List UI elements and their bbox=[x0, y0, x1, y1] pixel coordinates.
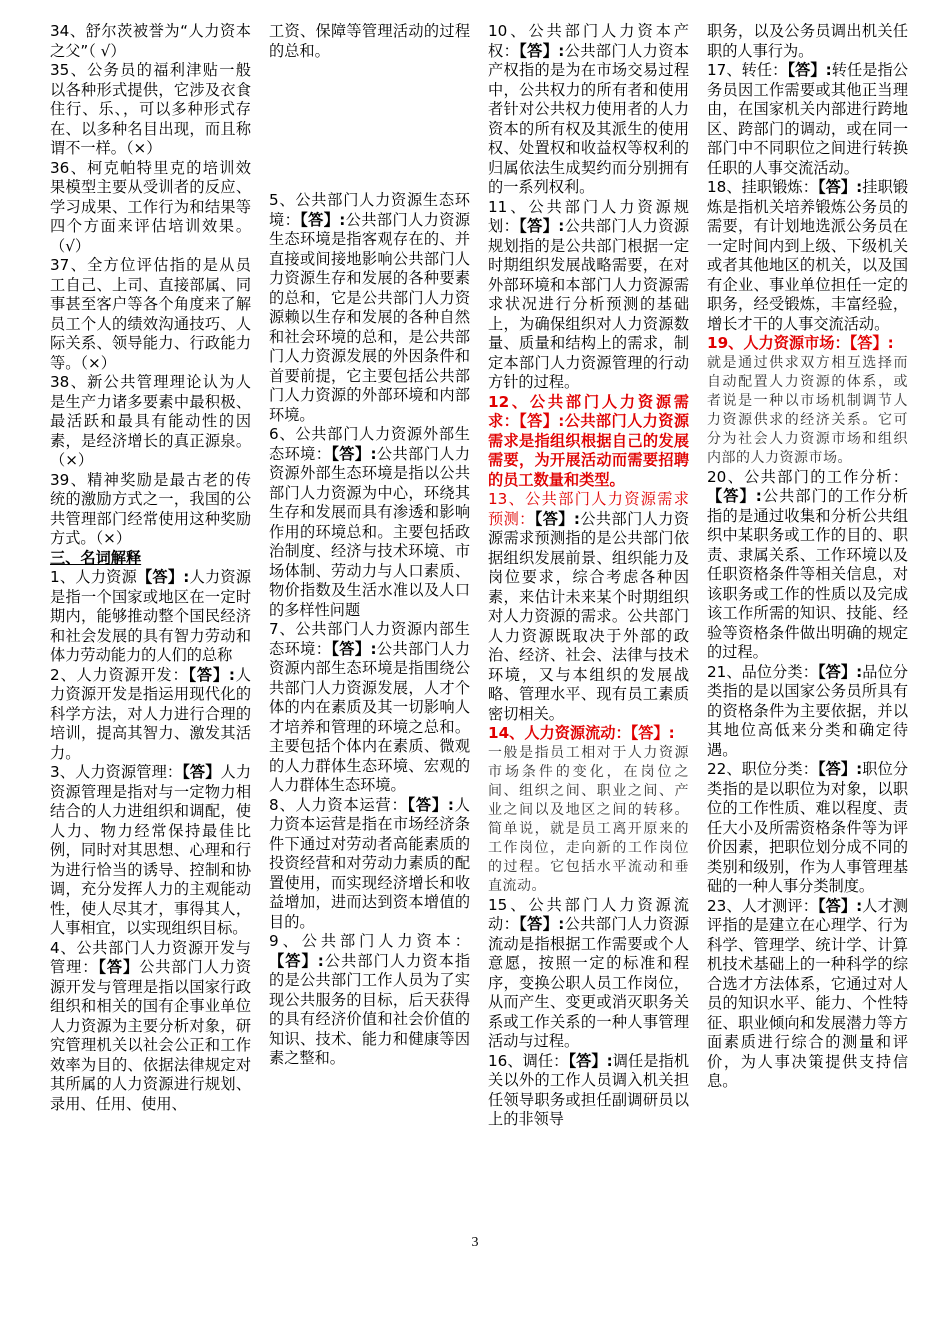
answer-tag: 【答】: bbox=[817, 178, 863, 196]
term-head: 20、公共部门的工作分析： bbox=[707, 467, 908, 486]
term-text: 人力资源是指一个国家或地区在一定时期内，能够推动整个国民经济和社会发展的具有智力劳动和体力劳动能力的人们的总称 bbox=[50, 568, 251, 664]
answer-tag: 【答】: bbox=[331, 444, 377, 463]
answer-tag: 【答】: bbox=[849, 334, 894, 352]
term-head: 2、人力资源开发： bbox=[50, 665, 189, 684]
judgement-item-39: 39、精神奖励是最古老的传统的激励方式之一，我国的公共管理部门经常使用这种奖励方式。（×） bbox=[50, 470, 251, 547]
judgement-item-35: 35、公务员的福利津贴一般以各种形式提供，它涉及衣食住行、乐、，可以多种形式存在、以多种名目出现，而且称谓不一样。（×） bbox=[50, 61, 251, 157]
term-head: 4、公共部门人力资源开发与管理： bbox=[50, 938, 251, 976]
term-text: 公共部门人力资本指的是公共部门工作人员为了实现公共服务的目标，后天获得的具有经济价值和社会价值的知识、技术、能力和健康等因素之整和。 bbox=[269, 951, 470, 1067]
term-text: 品位分类指的是以国家公务员所具有的资格条件为主要依据，并以其地位高低来分类和确定待遇。 bbox=[707, 662, 908, 759]
term-head: 13、公共部门人力资源需求预测： bbox=[488, 490, 689, 528]
continued-text: 工资、保障等管理活动的过程的总和。 bbox=[269, 22, 470, 60]
term-12 bbox=[488, 393, 689, 491]
answer-tag: 【答】 bbox=[98, 958, 140, 976]
term-head: 15、公共部门人力资源流动： bbox=[488, 895, 689, 933]
term-text: 转任是指公务员因工作需要或其他正当理由，在国家机关内部进行跨地区、跨部门的调动，或在同一部门中不同职位之间进行转换任职的人事交流活动。 bbox=[707, 61, 908, 177]
answer-tag: 【答】: bbox=[300, 210, 346, 229]
term-text: 公共部门人力资源开发与管理是指以国家行政组织和相关的国有企事业单位人力资源为主要分析对象，研究管理机关以社会公正和工作效率为目的、依据法律规定对其所属的人力资源进行规划、录用、任用、使用、 bbox=[50, 958, 251, 1113]
answer-tag: 【答】: bbox=[817, 662, 863, 681]
term-head: 3、人力资源管理： bbox=[50, 763, 183, 781]
answer-tag: 【答】: bbox=[817, 896, 863, 915]
answer-tag: 【答】: bbox=[331, 639, 377, 658]
term-head: 19、人力资源市场： bbox=[707, 334, 850, 352]
answer-tag: 【答】: bbox=[568, 1051, 613, 1070]
answer-tag: 【答】: bbox=[519, 915, 565, 933]
answer-tag: 【答】: bbox=[817, 760, 863, 778]
term-head: 5、公共部门人力资源生态环境： bbox=[269, 191, 470, 229]
term-22 bbox=[707, 760, 908, 897]
term-text: 公共部门人力资源流动是指根据工作需要或个人意愿，按照一定的标准和程序，变换公职人员工作岗位，从而产生、变更或消灭职务关系或工作关系的一种人事管理活动与过程。 bbox=[488, 915, 689, 1050]
answer-tag: 【答】: bbox=[188, 665, 235, 684]
term-1 bbox=[50, 568, 251, 666]
term-text: 人力资源开发是指运用现代化的科学方法，对人力进行合理的培训，提高其智力、激发其活力。 bbox=[50, 665, 251, 762]
term-8 bbox=[269, 796, 470, 933]
term-head: 21、品位分类： bbox=[707, 662, 818, 681]
term-head: 1、人力资源 bbox=[50, 568, 137, 586]
term-head: 6、公共部门人力资源外部生态环境： bbox=[269, 425, 470, 463]
term-head: 16、调任： bbox=[488, 1051, 569, 1070]
term-text: 公共部门人力资源生态环境是指客观存在的、并直接或间接地影响公共部门人力资源生存和发展的各种要素的总和，它是公共部门人力资源赖以生存和发展的各种自然和社会环境的总和，是公共部门人力资源发展的外因条件和首要前提，它主要包括公共部门人力资源的外部环境和内部环境。 bbox=[269, 210, 470, 424]
term-head: 7、公共部门人力资源内部生态环境： bbox=[269, 620, 470, 658]
column-3 bbox=[488, 22, 689, 1262]
term-20 bbox=[707, 468, 908, 663]
judgement-item-38: 38、新公共管理理论认为人是生产力诸多要素中最积极、最活跃和最具有能动性的因素，是经济增长的真正源泉。（×） bbox=[50, 373, 251, 469]
judgement-item-37: 37、全方位评估指的是从员工自己、上司、直接部属、同事甚至客户等各个角度来了解员工个人的绩效沟通技巧、人际关系、领导能力、行政能力等。（×） bbox=[50, 256, 251, 372]
column-1 bbox=[50, 22, 251, 1262]
answer-tag: 【答】: bbox=[407, 795, 454, 814]
column-4 bbox=[707, 22, 908, 1262]
term-11 bbox=[488, 198, 689, 393]
judgement-item-36: 36、柯克帕特里克的培训效果模型主要从受训者的反应、学习成果、工作行为和结果等四个方面来评估培训效果。（√） bbox=[50, 158, 251, 255]
term-14-text: 一般是指员工相对于人力资源市场条件的变化，在岗位之间、组织之间、职业之间、产业之间以及地区之间的转移。简单说，就是员工离开原来的工作岗位，走向新的工作岗位的过程。它包括水平流动和垂直流动。 bbox=[488, 744, 689, 894]
term-text: 人力资本运营是指在市场经济条件下通过对劳动者高能素质的投资经营和对劳动力素质的配置使用，而实现经济增长和收益增加，进而达到资本增值的目的。 bbox=[269, 795, 470, 931]
term-13 bbox=[488, 490, 689, 724]
term-text: 人才测评指的是建立在心理学、行为科学、管理学、统计学、计算机技术基础上的一种科学的综合选才方法体系，它通过对人员的知识水平、能力、个性特征、职业倾向和发展潜力等方面素质进行综合的测量和评价，为人事决策提供支持信息。 bbox=[707, 896, 908, 1090]
term-6 bbox=[269, 425, 470, 620]
answer-tag: 【答】 bbox=[182, 763, 221, 781]
term-head: 23、人才测评： bbox=[707, 896, 818, 915]
term-16 bbox=[488, 1052, 689, 1130]
term-14 bbox=[488, 724, 689, 744]
term-19 bbox=[707, 334, 908, 354]
document-page bbox=[50, 22, 910, 1262]
answer-tag: 【答】: bbox=[519, 41, 565, 60]
term-19-text: 就是通过供求双方相互选择而自动配置人力资源的体系，或者说是一种以市场机制调节人力资源供求的经济关系。它可分为社会人力资源市场和组织内部的人力资源市场。 bbox=[707, 354, 908, 466]
answer-tag: 【答】: bbox=[137, 568, 190, 586]
term-head: 22、职位分类： bbox=[707, 760, 818, 778]
term-21 bbox=[707, 663, 908, 761]
term-10 bbox=[488, 22, 689, 198]
term-15 bbox=[488, 896, 689, 1052]
answer-tag: 【答】: bbox=[269, 951, 324, 970]
term-text: 公共部门的工作分析指的是通过收集和分析公共组织中某职务或工作的目的、职责、隶属关系、工作环境以及任职资格条件等相关信息，对该职务或工作的性质以及完成该工作所需的知识、技能、经验等资格条件做出明确的规定的过程。 bbox=[707, 487, 908, 661]
term-5 bbox=[269, 191, 470, 425]
term-18 bbox=[707, 178, 908, 334]
column-2 bbox=[269, 22, 470, 1262]
answer-tag: 【答】: bbox=[787, 61, 832, 79]
term-head: 8、人力资本运营： bbox=[269, 795, 408, 814]
judgement-item-34: 34、舒尔茨被誉为“人力资本之父”（ √） bbox=[50, 22, 251, 60]
answer-tag: 【答】: bbox=[630, 724, 675, 742]
term-head: 18、挂职锻炼： bbox=[707, 178, 818, 196]
term-text: 挂职锻炼是指机关培养锻炼公务员的需要，有计划地选派公务员在一定时间内到上级、下级机关或者其他地区的机关，以及国有企业、事业单位担任一定的职务，经受锻炼，丰富经验，增长才干的人事交流活动。 bbox=[707, 178, 908, 333]
term-head: 17、转任： bbox=[707, 61, 788, 79]
term-3 bbox=[50, 763, 251, 939]
term-head: 14、人力资源流动： bbox=[488, 724, 631, 742]
term-17 bbox=[707, 61, 908, 178]
term-9 bbox=[269, 932, 470, 1069]
answer-tag: 【答】: bbox=[519, 217, 565, 235]
term-4 bbox=[50, 939, 251, 1115]
term-text: 调任是指机关以外的工作人员调入机关担任领导职务或担任副调研员以上的非领导 bbox=[488, 1051, 689, 1128]
term-text: 人力资源管理是指对与一定物力相结合的人力进组织和调配，使人力、物力经常保持最佳比例，同时对其思想、心理和行为进行恰当的诱导、控制和协调，充分发挥人力的主观能动性，使人尽其才，事得其人，人事相宜，以实现组织目标。 bbox=[50, 763, 251, 937]
term-text: 公共部门人力资源内部生态环境是指围绕公共部门人力资源发展，人才个体的内在素质及其一切影响人才培养和管理的环境之总和。主要包括个体内在素质、微观的人力群体生态环境、宏观的人力群体生态环境。 bbox=[269, 639, 470, 794]
term-text: 公共部门人力资源需求预测指的是公共部门依据组织发展前景、组织能力及岗位要求，综合考虑各种因素，来估计未来某个时期组织对人力资源的需求。公共部门人力资源既取决于外部的政治、经济、社会、法律与技术环境，又与本组织的发展战略、管理水平、现有员工素质密切相关。 bbox=[488, 509, 689, 723]
term-23 bbox=[707, 897, 908, 1092]
term-2 bbox=[50, 666, 251, 764]
answer-tag: 【答】: bbox=[534, 509, 580, 528]
section-title: 三、名词解释 bbox=[50, 548, 142, 567]
term-text: 职位分类指的是以职位为对象，以职位的工作性质、难以程度、责任大小及所需资格条件等为评价因素，把职位划分成不同的类别和级别，作为人事管理基础的一种人事分类制度。 bbox=[707, 760, 908, 895]
term-text: 公共部门人力资源需求是指组织根据自己的发展需要，为开展活动而需要招聘的员工数量和类型。 bbox=[488, 412, 689, 489]
blank-space bbox=[269, 61, 470, 191]
term-head: 9、公共部门人力资本： bbox=[269, 932, 470, 950]
term-head: 11、公共部门人力资源规划： bbox=[488, 197, 689, 235]
continued-text: 职务，以及公务员调出机关任职的人事行为。 bbox=[707, 22, 908, 60]
term-7 bbox=[269, 620, 470, 796]
page-number: 3 bbox=[471, 1235, 479, 1250]
term-text: 公共部门人力资源外部生态环境是指以公共部门人力资源为中心，环绕其生存和发展而具有渗透和影响作用的环境总和。主要包括政治制度、经济与技术环境、市场体制、劳动力与人口素质、物价指数及生活水准以及人口的多样性问题 bbox=[269, 444, 470, 619]
term-text: 公共部门人力资本产权指的是为在市场交易过程中，公共权力的所有者和使用者针对公共权力使用者的人力资本的所有权及其派生的使用权、处置权和收益权等权利的归属依法生成契约而分别拥有的一系列权利。 bbox=[488, 41, 689, 196]
term-head: 10、公共部门人力资本产权： bbox=[488, 22, 689, 60]
answer-tag: 【答】: bbox=[519, 412, 565, 430]
answer-tag: 【答】: bbox=[707, 487, 762, 505]
term-head: 12、公共部门人力资源需求： bbox=[488, 392, 689, 430]
term-text: 公共部门人力资源规划指的是公共部门根据一定时期组织发展战略需要，在对外部环境和本部门人力资源需求状况进行分析预测的基础上，为确保组织对人力资源数量、质量和结构上的需求，制定本部门人力资源管理的行动方针的过程。 bbox=[488, 217, 689, 391]
